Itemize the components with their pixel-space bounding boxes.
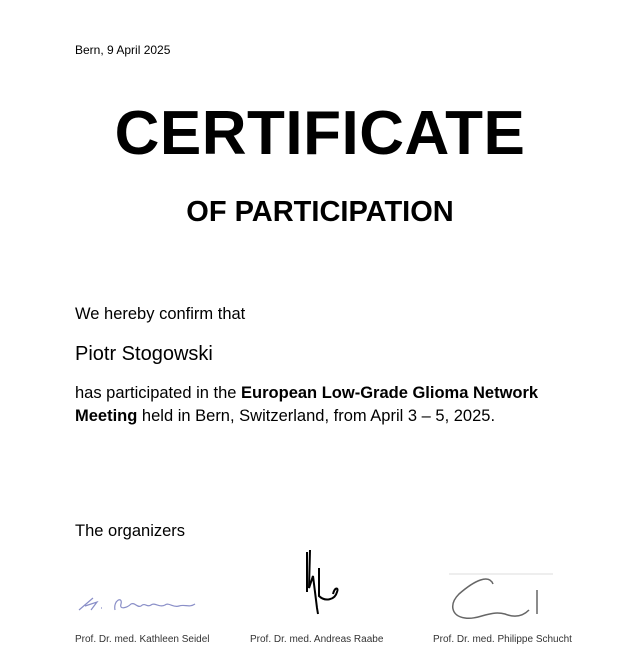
signature-2 <box>295 548 355 618</box>
certificate-subtitle: OF PARTICIPATION <box>186 196 454 228</box>
statement-part-2: held in Bern, Switzerland, from April 3 – 5, 2025. <box>137 407 496 425</box>
participant-name: Piotr Stogowski <box>75 343 213 365</box>
signatory-name: Prof. Dr. med. Andreas Raabe <box>250 634 384 645</box>
signature-3 <box>445 570 555 620</box>
signatory-name: Prof. Dr. med. Kathleen Seidel <box>75 634 210 645</box>
organizers-label: The organizers <box>75 522 186 540</box>
certificate-date: Bern, 9 April 2025 <box>75 43 171 57</box>
certificate-title: CERTIFICATE <box>114 99 526 168</box>
signature-1 <box>75 590 215 615</box>
event-name: European Low-Grade Glioma Network Meeting <box>75 384 539 425</box>
statement-part-1: has participated in the <box>75 384 242 402</box>
signatory-name: Prof. Dr. med. Philippe Schucht <box>433 634 572 645</box>
participation-statement <box>75 382 595 428</box>
confirmation-text: We hereby confirm that <box>75 305 246 323</box>
